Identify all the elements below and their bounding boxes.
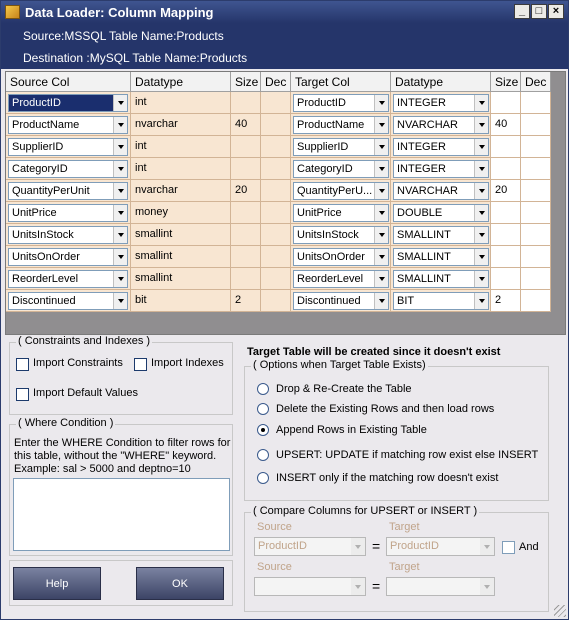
source-col-combo-value: UnitsInStock [12, 229, 74, 241]
target-size-cell[interactable] [491, 224, 521, 246]
source-datatype-cell: bit [131, 290, 231, 312]
target-datatype-cell [391, 224, 491, 246]
source-col-cell [6, 114, 131, 136]
source-col-combo-value: Discontinued [12, 295, 76, 307]
source-col-cell [6, 224, 131, 246]
option-delete-rows-label: Delete the Existing Rows and then load rows [276, 403, 495, 415]
compare-columns-group [244, 505, 549, 612]
target-datatype-cell [391, 92, 491, 114]
source-datatype-cell: int [131, 158, 231, 180]
source-col-cell [6, 136, 131, 158]
target-datatype-combo[interactable] [393, 204, 489, 222]
source-datatype-cell: smallint [131, 268, 231, 290]
chevron-down-icon [480, 578, 494, 595]
title-bar [1, 1, 568, 23]
target-col-combo[interactable] [293, 204, 389, 222]
source-col-combo[interactable] [8, 160, 128, 178]
target-notice: Target Table will be created since it doesn't exist [247, 346, 501, 358]
target-datatype-combo[interactable] [393, 116, 489, 134]
target-col-cell [291, 224, 391, 246]
target-col-combo-value: QuantityPerU... [297, 185, 372, 197]
target-datatype-combo-value: INTEGER [397, 97, 446, 109]
target-datatype-combo-value: SMALLINT [397, 251, 451, 263]
target-col-combo-value: CategoryID [297, 163, 353, 175]
target-col-combo[interactable] [293, 226, 389, 244]
chevron-down-icon[interactable] [374, 271, 388, 287]
chevron-down-icon[interactable] [474, 139, 488, 155]
target-dec-cell[interactable] [521, 224, 551, 246]
import-indexes-label: Import Indexes [151, 357, 224, 369]
option-drop-recreate-label: Drop & Re-Create the Table [276, 383, 412, 395]
source-col-cell [6, 202, 131, 224]
target-datatype-cell [391, 268, 491, 290]
table-row [6, 114, 553, 136]
header-target-dec[interactable]: Dec [521, 72, 551, 92]
target-datatype-combo[interactable] [393, 160, 489, 178]
import-indexes-checkbox[interactable] [134, 358, 147, 371]
compare-target-label-1: Target [389, 521, 420, 533]
chevron-down-icon[interactable] [374, 139, 388, 155]
table-row [6, 92, 553, 114]
chevron-down-icon[interactable] [113, 293, 127, 309]
compare-target-value-1: ProductID [390, 540, 439, 552]
where-condition-input[interactable] [13, 478, 230, 551]
target-col-combo-value: ReorderLevel [297, 273, 364, 285]
target-size-cell[interactable] [491, 268, 521, 290]
equals-sign-1: = [372, 538, 381, 554]
source-col-combo-value: ReorderLevel [12, 273, 79, 285]
target-datatype-cell [391, 136, 491, 158]
target-size-cell[interactable] [491, 158, 521, 180]
close-button[interactable]: × [548, 4, 564, 19]
source-dec-cell [261, 136, 291, 158]
source-info: Source:MSSQL Table Name:Products [23, 29, 224, 43]
source-col-combo-value: UnitsOnOrder [12, 251, 80, 263]
source-col-combo[interactable] [8, 292, 128, 310]
source-col-cell [6, 180, 131, 202]
connection-info-band [1, 23, 568, 69]
chevron-down-icon [480, 538, 494, 555]
ok-button[interactable]: OK [136, 567, 224, 600]
source-col-cell [6, 92, 131, 114]
target-datatype-combo[interactable] [393, 292, 489, 310]
header-target-size[interactable]: Size [491, 72, 521, 92]
import-constraints-checkbox[interactable] [16, 358, 29, 371]
option-append-rows-radio[interactable] [257, 424, 269, 436]
target-datatype-combo-value: NVARCHAR [397, 119, 458, 131]
source-col-combo[interactable] [8, 138, 128, 156]
column-mapping-grid [5, 71, 566, 335]
source-dec-cell [261, 180, 291, 202]
target-dec-cell[interactable] [521, 92, 551, 114]
target-dec-cell[interactable] [521, 268, 551, 290]
target-datatype-cell [391, 246, 491, 268]
header-source-col[interactable]: Source Col [6, 72, 131, 92]
constraints-title: ( Constraints and Indexes ) [18, 335, 151, 347]
target-size-cell[interactable] [491, 202, 521, 224]
header-source-datatype[interactable]: Datatype [131, 72, 231, 92]
source-col-combo[interactable] [8, 270, 128, 288]
chevron-down-icon[interactable] [113, 271, 127, 287]
table-row [6, 246, 553, 268]
import-defaults-checkbox[interactable] [16, 388, 29, 401]
target-col-combo-value: UnitsOnOrder [297, 251, 365, 263]
chevron-down-icon[interactable] [113, 249, 127, 265]
chevron-down-icon[interactable] [474, 227, 488, 243]
target-datatype-combo-value: INTEGER [397, 163, 446, 175]
target-col-cell [291, 180, 391, 202]
target-col-combo-value: Discontinued [297, 295, 361, 307]
import-constraints-label: Import Constraints [33, 357, 123, 369]
chevron-down-icon[interactable] [113, 95, 127, 111]
where-title: ( Where Condition ) [18, 417, 114, 429]
source-datatype-cell: money [131, 202, 231, 224]
where-help-line-1: Enter the WHERE Condition to filter rows for [14, 437, 231, 449]
chevron-down-icon[interactable] [113, 139, 127, 155]
source-size-cell [231, 158, 261, 180]
chevron-down-icon[interactable] [474, 249, 488, 265]
target-col-combo[interactable] [293, 116, 389, 134]
options-group [244, 359, 549, 501]
chevron-down-icon[interactable] [474, 205, 488, 221]
source-size-cell: 2 [231, 290, 261, 312]
source-size-cell [231, 202, 261, 224]
target-dec-cell[interactable] [521, 114, 551, 136]
target-col-combo[interactable] [293, 270, 389, 288]
source-col-combo-value: SupplierID [12, 141, 64, 153]
source-col-combo-value: QuantityPerUnit [12, 185, 90, 197]
option-delete-rows-radio[interactable] [257, 403, 269, 415]
chevron-down-icon[interactable] [113, 227, 127, 243]
target-datatype-combo[interactable] [393, 182, 489, 200]
source-col-combo[interactable] [8, 182, 128, 200]
table-row [6, 202, 553, 224]
source-col-combo-value: CategoryID [12, 163, 68, 175]
chevron-down-icon[interactable] [474, 161, 488, 177]
target-col-cell [291, 136, 391, 158]
source-datatype-cell: int [131, 136, 231, 158]
target-dec-cell[interactable] [521, 158, 551, 180]
header-source-dec[interactable]: Dec [261, 72, 291, 92]
target-col-combo-value: SupplierID [297, 141, 349, 153]
source-size-cell [231, 136, 261, 158]
target-datatype-cell [391, 158, 491, 180]
source-datatype-cell: nvarchar [131, 180, 231, 202]
source-col-cell [6, 246, 131, 268]
compare-target-combo-1[interactable] [386, 537, 495, 556]
compare-source-combo-1[interactable] [254, 537, 366, 556]
target-size-cell[interactable] [491, 246, 521, 268]
source-col-combo-value: ProductID [12, 97, 61, 109]
option-drop-recreate-radio[interactable] [257, 383, 269, 395]
chevron-down-icon[interactable] [374, 117, 388, 133]
chevron-down-icon[interactable] [374, 293, 388, 309]
target-size-cell[interactable]: 40 [491, 114, 521, 136]
chevron-down-icon[interactable] [374, 205, 388, 221]
source-size-cell [231, 246, 261, 268]
source-dec-cell [261, 114, 291, 136]
chevron-down-icon[interactable] [474, 117, 488, 133]
table-row [6, 158, 553, 180]
option-insert-only-radio[interactable] [257, 472, 269, 484]
target-col-combo[interactable] [293, 292, 389, 310]
target-size-cell[interactable]: 2 [491, 290, 521, 312]
target-datatype-combo[interactable] [393, 270, 489, 288]
where-help-line-3: Example: sal > 5000 and deptno=10 [14, 463, 191, 475]
target-dec-cell[interactable] [521, 246, 551, 268]
source-dec-cell [261, 92, 291, 114]
table-row [6, 290, 553, 312]
compare-target-combo-2[interactable] [386, 577, 495, 596]
option-append-rows-label: Append Rows in Existing Table [276, 424, 427, 436]
chevron-down-icon[interactable] [374, 227, 388, 243]
target-col-combo[interactable] [293, 94, 389, 112]
resize-grip-icon[interactable] [554, 605, 566, 617]
target-col-cell [291, 246, 391, 268]
target-col-cell [291, 92, 391, 114]
target-col-combo[interactable] [293, 248, 389, 266]
target-col-cell [291, 158, 391, 180]
destination-info: Destination :MySQL Table Name:Products [23, 51, 248, 65]
options-title: ( Options when Target Table Exists) [253, 359, 426, 371]
app-icon [5, 5, 20, 19]
source-dec-cell [261, 290, 291, 312]
source-dec-cell [261, 158, 291, 180]
chevron-down-icon[interactable] [474, 95, 488, 111]
source-col-combo[interactable] [8, 248, 128, 266]
target-datatype-combo[interactable] [393, 248, 489, 266]
table-row [6, 224, 553, 246]
target-datatype-cell [391, 202, 491, 224]
target-col-combo[interactable] [293, 182, 389, 200]
target-col-cell [291, 268, 391, 290]
chevron-down-icon[interactable] [374, 161, 388, 177]
and-label: And [519, 541, 539, 553]
source-size-cell [231, 268, 261, 290]
chevron-down-icon[interactable] [374, 95, 388, 111]
source-datatype-cell: int [131, 92, 231, 114]
header-target-datatype[interactable]: Datatype [391, 72, 491, 92]
source-dec-cell [261, 224, 291, 246]
source-col-combo-value: UnitPrice [12, 207, 57, 219]
chevron-down-icon[interactable] [113, 161, 127, 177]
source-col-combo[interactable] [8, 204, 128, 222]
where-help-line-2: this table, without the "WHERE" keyword. [14, 450, 217, 462]
chevron-down-icon [351, 538, 365, 555]
target-col-combo-value: ProductName [297, 119, 365, 131]
target-datatype-combo-value: INTEGER [397, 141, 446, 153]
table-row [6, 180, 553, 202]
target-datatype-combo-value: BIT [397, 295, 415, 307]
source-col-cell [6, 268, 131, 290]
target-col-cell [291, 202, 391, 224]
compare-source-combo-2[interactable] [254, 577, 366, 596]
source-datatype-cell: smallint [131, 246, 231, 268]
compare-source-value-1: ProductID [258, 540, 307, 552]
target-size-cell[interactable]: 20 [491, 180, 521, 202]
source-size-cell: 20 [231, 180, 261, 202]
source-col-combo[interactable] [8, 226, 128, 244]
target-col-combo-value: UnitsInStock [297, 229, 359, 241]
chevron-down-icon[interactable] [113, 183, 127, 199]
option-insert-only-label: INSERT only if the matching row doesn't exist [276, 472, 499, 484]
compare-title: ( Compare Columns for UPSERT or INSERT ) [253, 505, 478, 517]
source-dec-cell [261, 268, 291, 290]
source-col-cell [6, 290, 131, 312]
chevron-down-icon[interactable] [474, 293, 488, 309]
target-dec-cell[interactable] [521, 202, 551, 224]
target-datatype-combo-value: SMALLINT [397, 229, 451, 241]
source-datatype-cell: smallint [131, 224, 231, 246]
header-target-col[interactable]: Target Col [291, 72, 391, 92]
target-datatype-combo[interactable] [393, 138, 489, 156]
maximize-button[interactable]: □ [531, 4, 547, 19]
source-size-cell: 40 [231, 114, 261, 136]
target-datatype-combo[interactable] [393, 226, 489, 244]
chevron-down-icon[interactable] [374, 183, 388, 199]
source-datatype-cell: nvarchar [131, 114, 231, 136]
chevron-down-icon[interactable] [474, 271, 488, 287]
target-col-combo[interactable] [293, 138, 389, 156]
target-datatype-combo-value: NVARCHAR [397, 185, 458, 197]
minimize-button[interactable]: _ [514, 4, 530, 19]
target-datatype-combo-value: SMALLINT [397, 273, 451, 285]
source-dec-cell [261, 202, 291, 224]
table-row [6, 268, 553, 290]
target-datatype-cell [391, 290, 491, 312]
chevron-down-icon [351, 578, 365, 595]
where-condition-group [9, 417, 233, 556]
target-datatype-cell [391, 114, 491, 136]
chevron-down-icon[interactable] [113, 205, 127, 221]
option-upsert-label: UPSERT: UPDATE if matching row exist else INSERT [276, 449, 539, 461]
source-size-cell [231, 92, 261, 114]
target-dec-cell[interactable] [521, 290, 551, 312]
source-size-cell [231, 224, 261, 246]
target-datatype-cell [391, 180, 491, 202]
source-col-combo[interactable] [8, 116, 128, 134]
constraints-group [9, 335, 233, 415]
target-size-cell[interactable] [491, 136, 521, 158]
target-datatype-combo-value: DOUBLE [397, 207, 443, 219]
import-defaults-label: Import Default Values [33, 387, 138, 399]
chevron-down-icon[interactable] [113, 117, 127, 133]
source-dec-cell [261, 246, 291, 268]
target-size-cell[interactable] [491, 92, 521, 114]
option-upsert-radio[interactable] [257, 449, 269, 461]
and-checkbox[interactable] [502, 541, 515, 554]
chevron-down-icon[interactable] [374, 249, 388, 265]
help-button[interactable]: Help [13, 567, 101, 600]
compare-target-label-2: Target [389, 561, 420, 573]
chevron-down-icon[interactable] [474, 183, 488, 199]
source-col-cell [6, 158, 131, 180]
compare-source-label-1: Source [257, 521, 292, 533]
header-source-size[interactable]: Size [231, 72, 261, 92]
target-col-combo-value: ProductID [297, 97, 346, 109]
target-col-combo-value: UnitPrice [297, 207, 342, 219]
target-datatype-combo[interactable] [393, 94, 489, 112]
source-col-combo[interactable] [8, 94, 128, 112]
window-title: Data Loader: Column Mapping [25, 5, 214, 20]
compare-source-label-2: Source [257, 561, 292, 573]
target-col-cell [291, 290, 391, 312]
target-col-combo[interactable] [293, 160, 389, 178]
source-col-combo-value: ProductName [12, 119, 80, 131]
target-col-cell [291, 114, 391, 136]
target-dec-cell[interactable] [521, 136, 551, 158]
equals-sign-2: = [372, 578, 381, 594]
target-dec-cell[interactable] [521, 180, 551, 202]
table-row [6, 136, 553, 158]
